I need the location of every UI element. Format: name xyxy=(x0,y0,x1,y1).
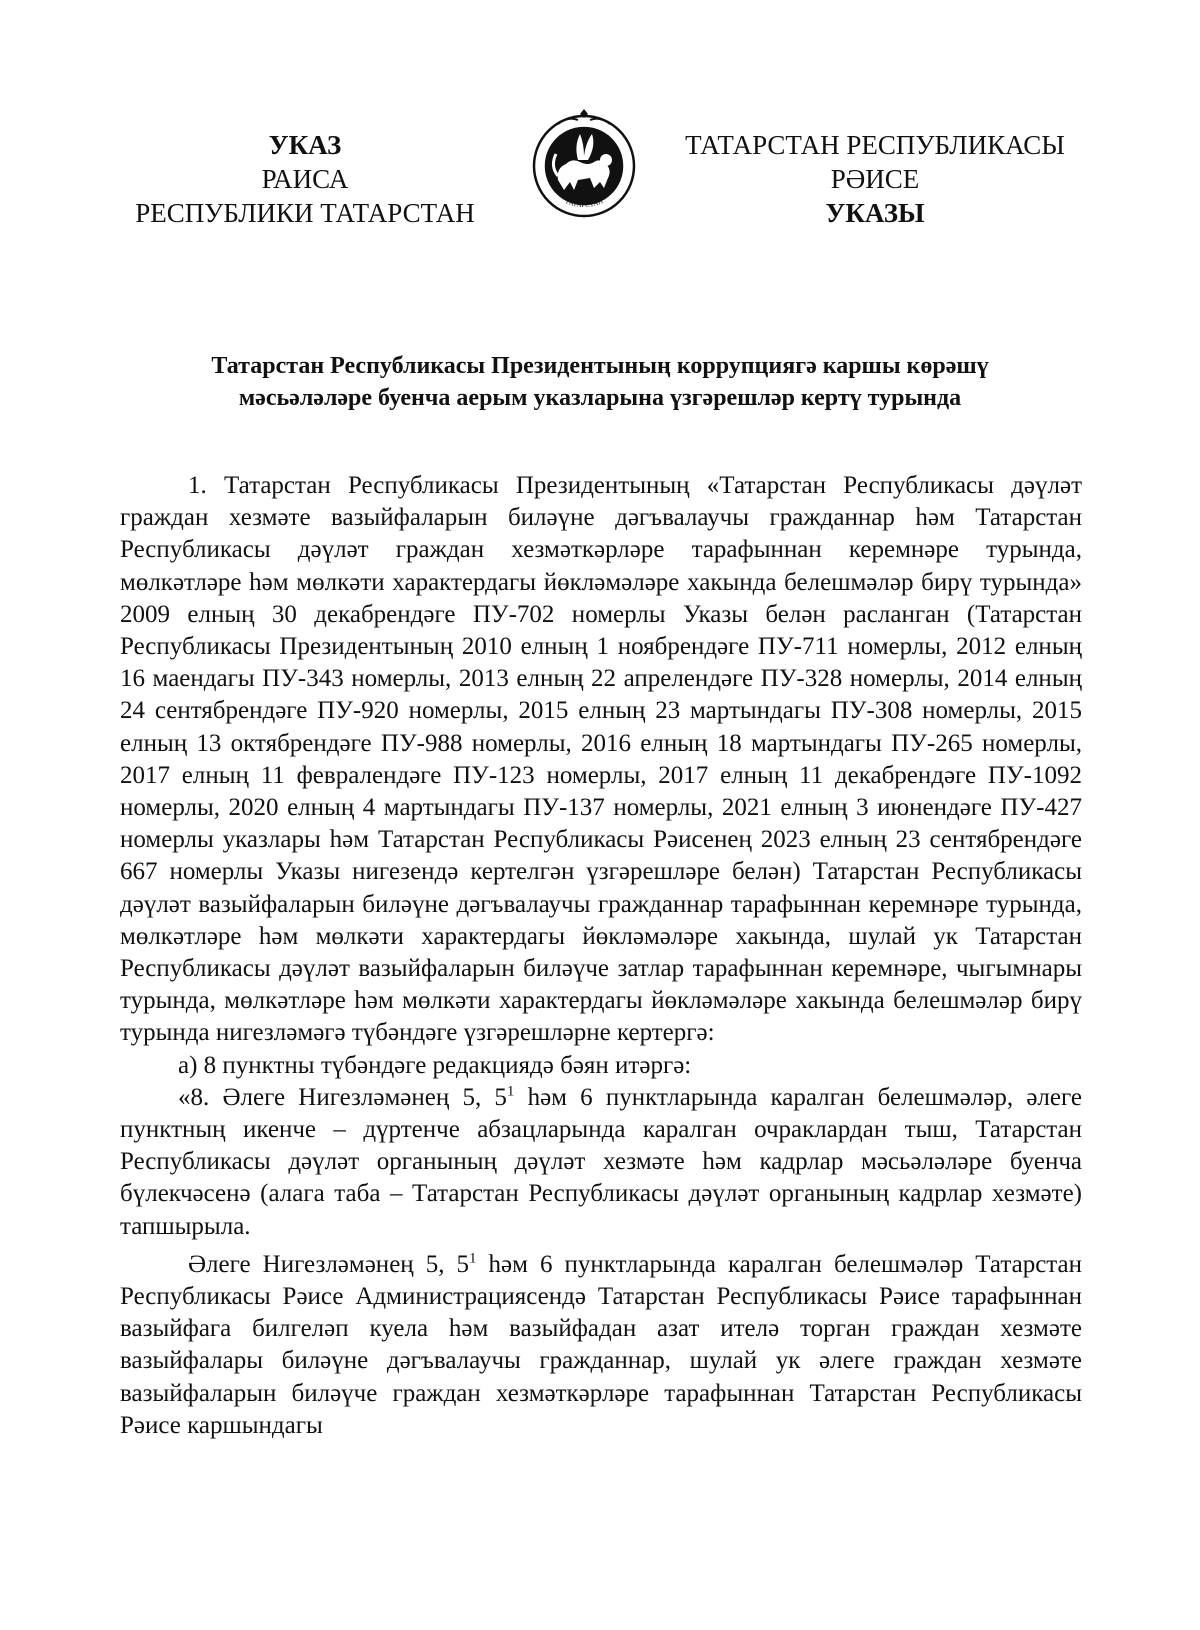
title-line-2: мәсьәләләре буенча аерым указларына үзгәрешләр кертү турында xyxy=(238,385,962,411)
paragraph-3 xyxy=(120,1082,1082,1243)
header-right-line-2: РӘИСЕ xyxy=(830,164,920,194)
document-body xyxy=(120,470,1082,1442)
header-left-line-2: РАИСА xyxy=(261,164,349,194)
paragraph-3-superscript: 1 xyxy=(506,1083,515,1100)
paragraph-3-start: «8. Әлеге Нигезләмәнең 5, 5 xyxy=(178,1083,507,1111)
title-line-1: Татарстан Республикасы Президентының коррупциягә каршы көрәшү xyxy=(211,353,989,379)
header-russian xyxy=(120,128,490,230)
paragraph-2: а) 8 пунктны түбәндәге редакциядә бәян итәргә: xyxy=(178,1051,692,1079)
header-tatar xyxy=(665,128,1085,230)
document-title xyxy=(110,350,1090,414)
header-left-line-1: УКАЗ xyxy=(268,130,342,160)
paragraph-4-rest: һәм 6 пунктларында каралган белешмәләр Татарстан Республикасы Рәисе Администрациясендә Татарстан Республикасы Рәисе тарафыннан вазыйфага билгеләп куела һәм вазыйфадан азат ителә торган граждан хезмәте вазыйфалары биләүне дәгъвалаучы гражданнар, шулай ук әлеге граждан хезмәте вазыйфаларын биләүче граждан хезмәткәрләре тарафыннан Татарстан Республикасы Рәисе каршындагы xyxy=(120,1250,1083,1439)
header-right-line-3: УКАЗЫ xyxy=(825,198,925,228)
paragraph-4-superscript: 1 xyxy=(469,1250,477,1267)
paragraph-4-start: Әлеге Нигезләмәнең 5, 5 xyxy=(188,1250,469,1278)
paragraph-3-rest: һәм 6 пунктларында каралган белешмәләр, әлеге пунктның икенче – дүртенче абзацларында каралган очраклардан тыш, Татарстан Республикасы дәүләт органының дәүләт хезмәте һәм кадрлар мәсьәләләре буенча бүлекчәсенә (алага таба – Татарстан Республикасы дәүләт органының кадрлар хезмәте) тапшырыла. xyxy=(120,1083,1083,1240)
paragraph-1: 1. Татарстан Республикасы Президентының «Татарстан Республикасы дәүләт граждан хезмәте вазыйфаларын биләүне дәгъвалаучы гражданнар һәм Татарстан Республикасы дәүләт граждан хезмәткәрләре тарафыннан керемнәре турында, мөлкәтләре һәм мөлкәти характердагы йөкләмәләре хакында белешмәләр бирү турында» 2009 елның 30 декабрендәге ПУ-702 номерлы Указы белән расланган (Татарстан Республикасы Президентының 2010 елның 1 ноябрендәге ПУ-711 номерлы, 2012 елның 16 маендагы ПУ-343 номерлы, 2013 елның 22 апрелендәге ПУ-328 номерлы, 2014 елның 24 сентябрендәге ПУ-920 номерлы, 2015 елның 23 мартындагы ПУ-308 номерлы, 2015 елның 13 октябрендәге ПУ-988 номерлы, 2016 елның 18 мартындагы ПУ-265 номерлы, 2017 елның 11 февралендәге ПУ-123 номерлы, 2017 елның 11 декабрендәге ПУ-1092 номерлы, 2020 елның 4 мартындагы ПУ-137 номерлы, 2021 елның 3 июнендәге ПУ-427 номерлы указлары һәм Татарстан Республикасы Рәисенең 2023 елның 23 сентябрендәге 667 номерлы Указы нигезендә кертелгән үзгәрешләре белән) Татарстан Республикасы дәүләт вазыйфаларын биләүне дәгъвалаучы гражданнар тарафыннан керемнәре турында, мөлкәтләре һәм мөлкәти характердагы йөкләмәләре хакында, шулай ук Татарстан Республикасы дәүләт вазыйфаларын биләүче затлар тарафыннан керемнәре, чыгымнары турында, мөлкәтләре һәм мөлкәти характердагы йөкләмәләре хакында белешмәләр бирү турында нигезләмәгә түбәндәге үзгәрешләрне кертергә: xyxy=(120,472,1082,1047)
header-right-line-1: ТАТАРСТАН РЕСПУБЛИКАСЫ xyxy=(685,130,1065,160)
paragraph-4 xyxy=(120,1249,1082,1442)
emblem-ribbon-text: ТАТАРСТАН xyxy=(563,197,605,210)
header-left-line-3: РЕСПУБЛИКИ ТАТАРСТАН xyxy=(135,198,475,228)
coat-of-arms-emblem xyxy=(528,108,640,220)
